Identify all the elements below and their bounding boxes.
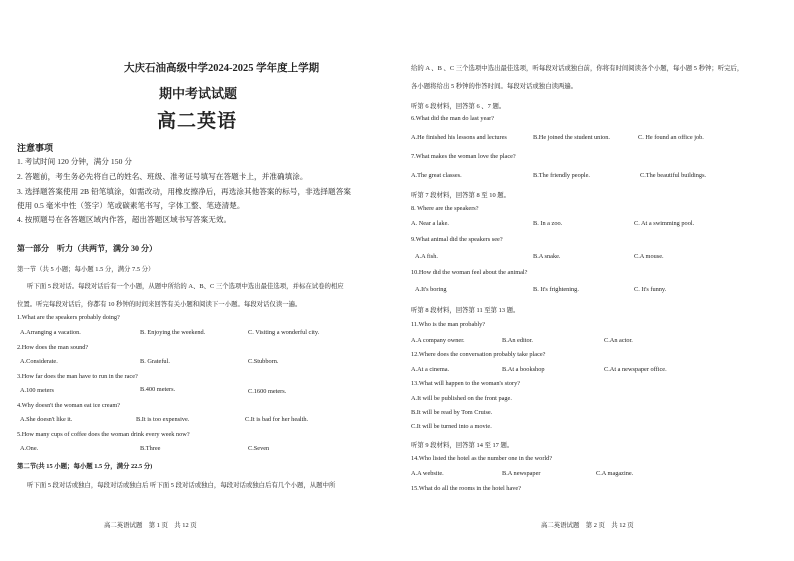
- option-a: A.At a cinema.: [411, 366, 450, 373]
- option-a: A.A website.: [411, 470, 444, 477]
- subject-title: 高二英语: [157, 111, 238, 132]
- option-b: B.Three: [140, 445, 161, 452]
- option-a: A.One.: [20, 445, 39, 452]
- question-text: 4.Why doesn't the woman eat ice cream?: [17, 402, 121, 409]
- right-page: [400, 0, 794, 561]
- page-footer: 高二英语试题 第 1 页 共 12 页: [104, 522, 197, 529]
- option-c: C.At a newspaper office.: [604, 366, 667, 373]
- intro-line: 各小题将给出 5 秒钟的作答时间。每段对话或独白读两遍。: [411, 83, 578, 90]
- group-heading: 听第 7 段材料，回答第 8 至 10 题。: [411, 192, 511, 199]
- option-b: B. Grateful.: [140, 358, 170, 365]
- option-a: A.A fish.: [415, 253, 438, 260]
- option-a: A.A company owner.: [411, 337, 465, 344]
- part1-heading: 第一部分 听力（共两节，满分 30 分）: [17, 244, 157, 253]
- option-b: B.At a bookshop: [502, 366, 545, 373]
- question-text: 5.How many cups of coffee does the woman drink every week now?: [17, 431, 190, 438]
- notes-heading: 注意事项: [17, 143, 54, 153]
- note-item: 使用 0.5 毫米中性（签字）笔或碳素笔书写，字体工整、笔迹清楚。: [17, 201, 245, 210]
- question-text: 14.Who listed the hotel as the number one in the world?: [411, 455, 553, 462]
- question-text: 13.What will happen to the woman's story?: [411, 380, 521, 387]
- option-b: B.He joined the student union.: [533, 134, 610, 141]
- question-text: 9.What animal did the speakers see?: [411, 236, 503, 243]
- option-b: B. Enjoying the weekend.: [140, 329, 206, 336]
- note-item: 3. 选择题答案使用 2B 铅笔填涂，如需改动，用橡皮擦净后，再选涂其他答案的标号，非选择题答案: [17, 187, 351, 196]
- question-text: 10.How did the woman feel about the animal?: [411, 269, 528, 276]
- note-item: 1. 考试时间 120 分钟，满分 150 分: [17, 157, 133, 166]
- question-text: 15.What do all the rooms in the hotel have?: [411, 485, 521, 492]
- note-item: 4. 按照题号在各答题区域内作答，超出答题区域书写答案无效。: [17, 215, 232, 224]
- question-text: 12.Where does the conversation probably take place?: [411, 351, 546, 358]
- question-text: 7.What makes the woman love the place?: [411, 153, 516, 160]
- question-text: 6.What did the man do last year?: [411, 115, 495, 122]
- option-c: C. It's funny.: [634, 286, 667, 293]
- option-c: C.Stubborn.: [248, 358, 279, 365]
- option-b: B.A snake.: [533, 253, 561, 260]
- group-heading: 听第 8 段材料，回答第 11 至第 13 题。: [411, 307, 520, 314]
- question-text: 8. Where are the speakers?: [411, 205, 479, 212]
- group-heading: 听第 6 段材料，回答第 6 、7 题。: [411, 103, 506, 110]
- intro-line: 给的 A 、B 、C 三个选项中选出最佳选项，听每段对话或独白前，你将有时间阅读各个小题，每小题 5 秒钟；听完后，: [411, 65, 744, 72]
- question-text: 1.What are the speakers probably doing?: [17, 314, 120, 321]
- option-b: B.An editor.: [502, 337, 533, 344]
- option-c: C.It will be turned into a movie.: [411, 423, 492, 430]
- option-c: C.An actor.: [604, 337, 633, 344]
- option-a: A.Considerate.: [20, 358, 58, 365]
- option-b: B. It's frightening.: [533, 286, 579, 293]
- page-footer: 高二英语试题 第 2 页 共 12 页: [541, 522, 634, 529]
- option-c: C.It is bad for her health.: [245, 416, 309, 423]
- option-a: A.100 meters: [20, 387, 54, 394]
- option-a: A.He finished his lessons and lectures: [411, 134, 507, 141]
- option-b: B.It will be read by Tom Cruise.: [411, 409, 493, 416]
- option-c: C.A mouse.: [634, 253, 664, 260]
- option-c: C.1600 meters.: [248, 388, 287, 395]
- school-title: 大庆石油高级中学2024-2025 学年度上学期: [124, 63, 320, 74]
- option-a: A.She doesn't like it.: [20, 416, 73, 423]
- option-a: A.It will be published on the front page.: [411, 395, 512, 402]
- option-c: C.Seven: [248, 445, 270, 452]
- option-b: B.The friendly people.: [533, 172, 591, 179]
- section1-heading: 第一节（共 5 小题；每小题 1.5 分，满分 7.5 分）: [17, 266, 155, 273]
- option-a: A.Arranging a vacation.: [20, 329, 81, 336]
- option-c: C. Visiting a wonderful city.: [248, 329, 320, 336]
- question-text: 3.How far does the man have to run in the race?: [17, 373, 138, 380]
- group-heading: 听第 9 段材料，回答第 14 至 17 题。: [411, 442, 514, 449]
- option-c: C. At a swimming pool.: [634, 220, 695, 227]
- exam-title: 期中考试试题: [159, 86, 238, 101]
- option-c: C.The beautiful buildings.: [640, 172, 707, 179]
- section2-heading: 第二节(共 15 小题；每小题 1.5 分，满分 22.5 分): [17, 463, 153, 470]
- option-b: B.It is too expensive.: [136, 416, 190, 423]
- section2-instruction: 听下面 5 段对话或独白，每段对话或独白后 听下面 5 段对话或独白，每段对话或独白后有几个小题，从题中所: [27, 482, 336, 489]
- option-a: A.The great classes.: [411, 172, 462, 179]
- question-text: 11.Who is the man probably?: [411, 321, 486, 328]
- option-b: B.A newspaper: [502, 470, 541, 477]
- option-c: C. He found an office job.: [638, 134, 704, 141]
- question-text: 2.How does the man sound?: [17, 344, 89, 351]
- option-b: B.400 meters.: [140, 386, 176, 393]
- option-c: C.A magazine.: [596, 470, 634, 477]
- section1-instruction: 听下面 5 段对话。每段对话后有一个小题，从题中所给的 A、B、C 三个选项中选出最佳选项，并标在试卷的相应: [27, 283, 344, 290]
- note-item: 2. 答题前，考生务必先将自己的姓名、班级、准考证号填写在答题卡上，并准确填涂。: [17, 172, 308, 181]
- option-b: B. In a zoo.: [533, 220, 563, 227]
- option-a: A.It's boring: [415, 286, 447, 293]
- section1-instruction: 位置。听完每段对话后，你都有 10 秒钟的时间来回答有关小题和阅读下一小题。每段对话仅读一遍。: [17, 301, 302, 308]
- option-a: A. Near a lake.: [411, 220, 449, 227]
